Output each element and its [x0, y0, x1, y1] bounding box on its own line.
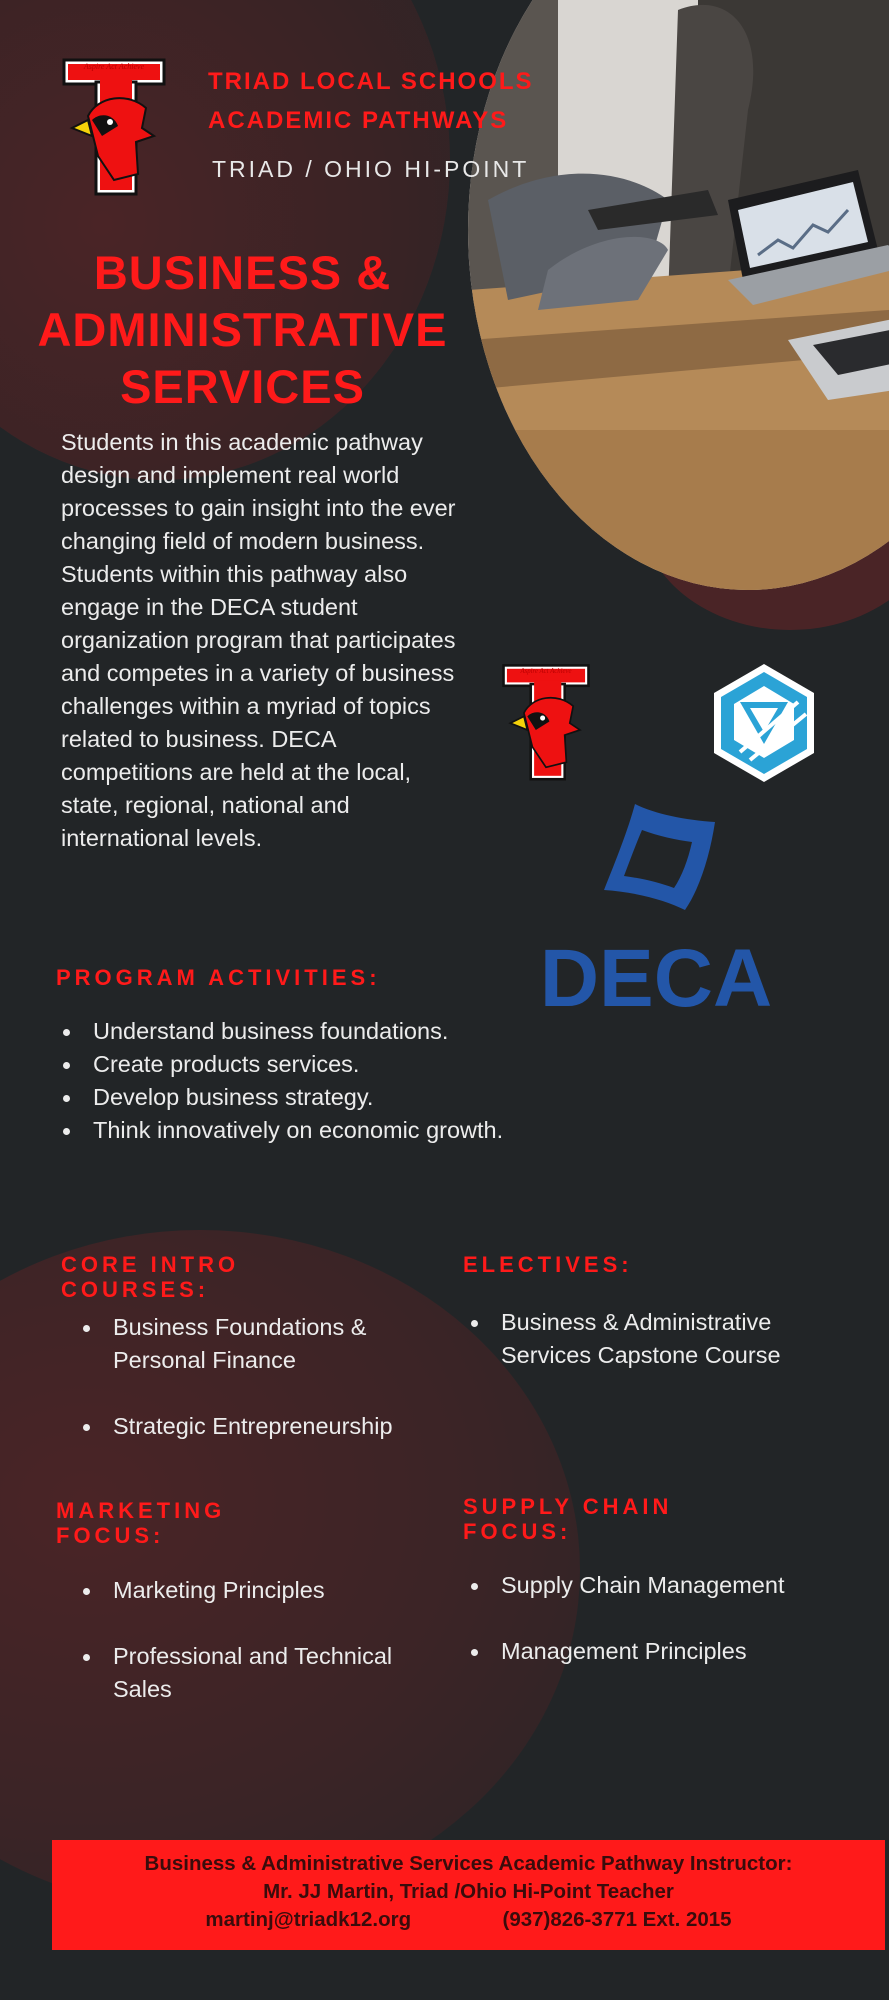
list-item: Strategic Entrepreneurship — [81, 1410, 411, 1443]
instructor-contact-banner — [52, 1840, 885, 1950]
electives-list — [469, 1306, 809, 1405]
instructor-name: Mr. JJ Martin, Triad /Ohio Hi-Point Teacher — [263, 1880, 674, 1903]
triad-cardinal-logo — [58, 56, 170, 202]
core-intro-heading: CORE INTRO COURSES: — [61, 1252, 240, 1302]
list-item: Management Principles — [469, 1635, 809, 1668]
program-name: ACADEMIC PATHWAYS — [208, 107, 509, 134]
deca-logo — [530, 800, 782, 1012]
list-item: Create products services. — [61, 1048, 861, 1081]
marketing-heading: MARKETING FOCUS: — [56, 1498, 226, 1548]
list-item: Business Foundations & Personal Finance — [81, 1311, 411, 1377]
intro-paragraph: Students in this academic pathway design and implement real world processes to gain insight into the ever changing field of modern business. Students within this pathway also engage in the DECA student organization program that participates and competes in a variety of business challenges within a myriad of topics related to business. DECA competitions are held at the local, state, regional, national and international levels. — [61, 429, 456, 851]
svg-text:DECA: DECA — [539, 933, 773, 1012]
core-intro-list — [81, 1311, 411, 1476]
list-item: Supply Chain Management — [469, 1569, 809, 1602]
marketing-list — [81, 1574, 411, 1739]
electives-heading: ELECTIVES: — [463, 1252, 633, 1277]
instructor-title: Business & Administrative Services Academic Pathway Instructor: — [144, 1852, 793, 1875]
list-item: Think innovatively on economic growth. — [61, 1114, 861, 1147]
page-title: BUSINESS & ADMINISTRATIVE SERVICES — [37, 246, 448, 413]
header-titles — [208, 62, 534, 140]
supply-chain-list — [469, 1569, 809, 1701]
supply-chain-heading: SUPPLY CHAIN FOCUS: — [463, 1494, 673, 1544]
list-item: Business & Administrative Services Capstone Course — [469, 1306, 809, 1372]
list-item: Professional and Technical Sales — [81, 1640, 411, 1706]
svg-text:Aspire Act Achieve: Aspire Act Achieve — [83, 62, 145, 71]
list-item: Understand business foundations. — [61, 1015, 861, 1048]
instructor-phone[interactable]: (937)826-3771 Ext. 2015 — [502, 1908, 732, 1931]
list-item: Marketing Principles — [81, 1574, 411, 1607]
triad-cardinal-logo-small — [490, 662, 602, 786]
program-activities-heading: PROGRAM ACTIVITIES: — [56, 965, 381, 990]
instructor-email[interactable]: martinj@triadk12.org — [205, 1908, 412, 1931]
program-activities-list — [61, 1015, 861, 1147]
partner-name: TRIAD / OHIO HI-POINT — [212, 156, 530, 182]
school-name: TRIAD LOCAL SCHOOLS — [208, 68, 534, 95]
hexagon-logo — [710, 662, 818, 784]
list-item: Develop business strategy. — [61, 1081, 861, 1114]
svg-text:Aspire Act Achieve: Aspire Act Achieve — [520, 668, 572, 676]
